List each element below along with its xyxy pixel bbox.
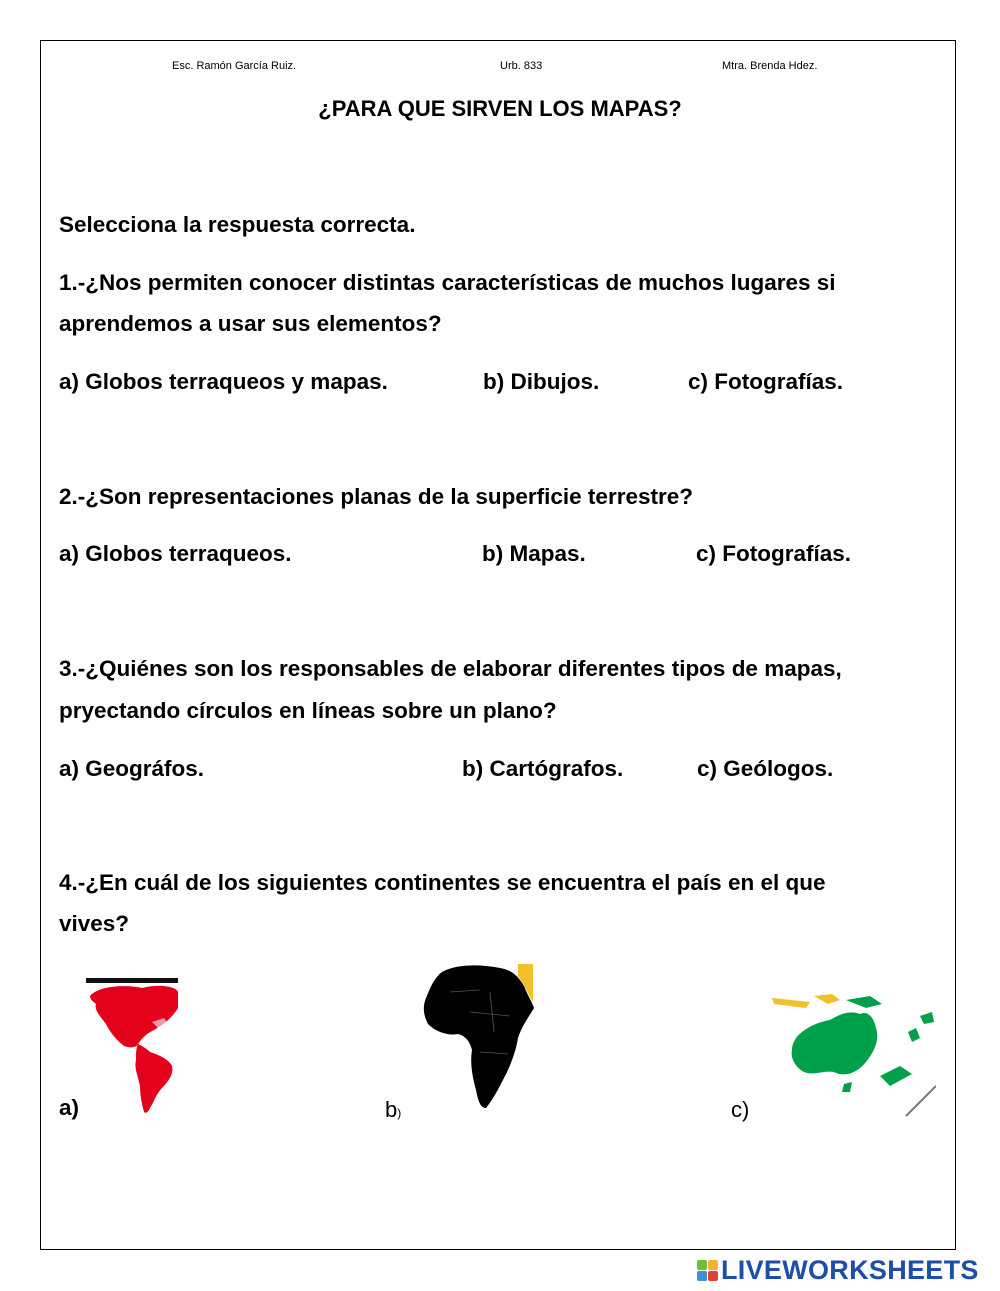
oceania-map-icon[interactable]	[770, 992, 936, 1120]
q2-option-c[interactable]: c) Fotografías.	[696, 541, 852, 566]
q2-option-a[interactable]: a) Globos terraqueos.	[59, 541, 292, 566]
brand-name: LIVEWORKSHEETS	[721, 1255, 979, 1285]
q1-option-a[interactable]: a) Globos terraqueos y mapas.	[59, 369, 388, 394]
q4-option-c[interactable]: c)	[731, 1097, 750, 1122]
question-2-line-1: 2.-¿Son representaciones planas de la superficie terrestre?	[59, 484, 693, 509]
question-4-line-2: vives?	[59, 911, 130, 936]
liveworksheets-logo[interactable]	[697, 1255, 979, 1286]
q3-option-a[interactable]: a) Geográfos.	[59, 756, 205, 781]
question-1-line-2: aprendemos a usar sus elementos?	[59, 311, 442, 336]
instruction: Selecciona la respuesta correcta.	[59, 212, 416, 237]
question-3-line-2: pryectando círculos en líneas sobre un plano?	[59, 698, 557, 723]
q4-option-b[interactable]: b)	[385, 1097, 402, 1122]
teacher-name: Mtra. Brenda Hdez.	[722, 60, 818, 72]
q3-option-c[interactable]: c) Geólogos.	[697, 756, 834, 781]
question-1-line-1: 1.-¿Nos permiten conocer distintas características de muchos lugares si	[59, 270, 836, 295]
q1-option-c[interactable]: c) Fotografías.	[688, 369, 844, 394]
urb-number: Urb. 833	[500, 60, 543, 72]
q1-option-b[interactable]: b) Dibujos.	[483, 369, 600, 394]
q4-option-a[interactable]: a)	[59, 1095, 80, 1120]
q3-option-b[interactable]: b) Cartógrafos.	[462, 756, 624, 781]
americas-map-icon[interactable]	[84, 974, 184, 1119]
school-name: Esc. Ramón García Ruiz.	[172, 60, 297, 72]
page-title: ¿PARA QUE SIRVEN LOS MAPAS?	[318, 96, 682, 121]
liveworksheets-logo-icon	[697, 1260, 718, 1281]
question-3-line-1: 3.-¿Quiénes son los responsables de elaborar diferentes tipos de mapas,	[59, 656, 842, 681]
q2-option-b[interactable]: b) Mapas.	[482, 541, 586, 566]
question-4-line-1: 4.-¿En cuál de los siguientes continentes se encuentra el país en el que	[59, 870, 826, 895]
africa-map-icon[interactable]	[420, 962, 536, 1110]
